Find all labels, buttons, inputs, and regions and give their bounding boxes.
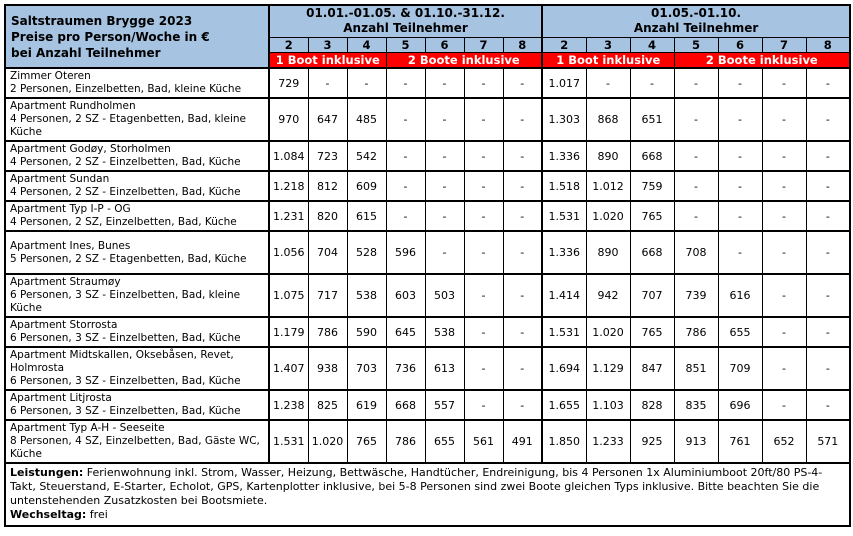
table-title [5,5,269,68]
price-cell: - [425,171,464,201]
participants-col-header: 6 [425,37,464,52]
price-cell: - [806,171,850,201]
price-cell: 590 [347,317,386,347]
participants-col-header: 5 [386,37,425,52]
price-cell: 1.020 [308,420,347,463]
participants-col-header: 3 [308,37,347,52]
season1-one-boat-band: 1 Boot inklusive [269,52,386,68]
price-cell: - [425,98,464,141]
price-cell: - [425,201,464,231]
price-cell: - [464,317,503,347]
price-cell: 1.179 [269,317,308,347]
price-table [4,4,851,527]
season2-period: 01.05.-01.10. [651,6,742,21]
title-line2: Preise pro Person/Woche in € [11,29,210,44]
price-cell: 596 [386,231,425,274]
table-row [5,390,850,420]
price-cell: - [762,317,806,347]
price-cell: 645 [386,317,425,347]
price-cell: 765 [630,201,674,231]
price-cell: - [806,141,850,171]
price-cell: 938 [308,347,347,390]
leistungen-text: Ferienwohnung inkl. Strom, Wasser, Heizung, Bettwäsche, Handtücher, Endreinigung, bis 4 Personen 1x Aluminiumboot 20ft/80 PS-4-Takt, Steuerstand, E-Starter, Echolot, GPS, Kartenplotter inklusive, bei 5-8 Personen sind zwei Boote gleichen Typs inklusive. Bitte beachten Sie die untenstehenden Zusatzkosten bei Bootsmiete. [10,466,823,507]
footer-note [5,463,850,526]
apartment-description: 6 Personen, 3 SZ - Einzelbetten, Bad, Küche [10,332,241,344]
apartment-cell [5,274,269,317]
season2-subtitle: Anzahl Teilnehmer [633,21,759,36]
price-cell: 616 [718,274,762,317]
price-cell: 651 [630,98,674,141]
apartment-description: 4 Personen, 2 SZ, Einzelbetten, Bad, Küche [10,216,237,228]
price-cell: 1.414 [542,274,586,317]
price-cell: 1.303 [542,98,586,141]
apartment-cell [5,420,269,463]
price-cell: 868 [586,98,630,141]
apartment-description: 4 Personen, 2 SZ - Einzelbetten, Bad, Küche [10,186,241,198]
price-cell: 647 [308,98,347,141]
apartment-cell [5,317,269,347]
price-cell: 528 [347,231,386,274]
price-cell: 1.218 [269,171,308,201]
season2-one-boat-band: 1 Boot inklusive [542,52,674,68]
price-cell: - [674,68,718,98]
price-cell: - [806,317,850,347]
wechseltag-label: Wechseltag: [10,508,87,521]
price-cell: - [386,201,425,231]
price-cell: - [386,68,425,98]
title-line1: Saltstraumen Brygge 2023 [11,13,193,28]
price-cell: 668 [386,390,425,420]
price-cell: 723 [308,141,347,171]
price-cell: 761 [718,420,762,463]
wechseltag-text: frei [86,508,108,521]
season1-subtitle: Anzahl Teilnehmer [343,21,468,36]
price-cell: - [503,68,542,98]
price-cell: 615 [347,201,386,231]
table-row [5,317,850,347]
price-cell: 717 [308,274,347,317]
apartment-description: 4 Personen, 2 SZ - Etagenbetten, Bad, kleine Küche [10,113,247,138]
price-cell: 613 [425,347,464,390]
price-cell: - [630,68,674,98]
price-cell: 542 [347,141,386,171]
price-cell: 538 [347,274,386,317]
price-cell: - [425,231,464,274]
participants-col-header: 4 [630,37,674,52]
apartment-name: Apartment Litjrosta [10,392,112,404]
participants-col-header: 8 [806,37,850,52]
price-cell: - [718,98,762,141]
apartment-cell [5,141,269,171]
table-row [5,141,850,171]
price-cell: 890 [586,141,630,171]
apartment-name: Apartment Sundan [10,173,110,185]
price-cell: 652 [762,420,806,463]
price-cell: - [806,68,850,98]
price-cell: - [806,274,850,317]
price-cell: - [806,98,850,141]
apartment-name: Apartment Storrosta [10,319,118,331]
price-cell: - [762,231,806,274]
price-cell: 1.407 [269,347,308,390]
season2-period-header [542,5,850,37]
apartment-cell [5,201,269,231]
price-cell: 942 [586,274,630,317]
price-cell: 970 [269,98,308,141]
price-cell: 503 [425,274,464,317]
price-cell: 765 [630,317,674,347]
apartment-cell [5,98,269,141]
price-cell: 708 [674,231,718,274]
season1-period: 01.01.-01.05. & 01.10.-31.12. [306,6,505,21]
participants-col-header: 6 [718,37,762,52]
price-cell: 668 [630,141,674,171]
price-cell: 1.056 [269,231,308,274]
price-cell: 1.129 [586,347,630,390]
price-cell: 1.020 [586,317,630,347]
price-cell: 668 [630,231,674,274]
price-cell: - [464,68,503,98]
price-cell: 571 [806,420,850,463]
price-cell: 759 [630,171,674,201]
participants-col-header: 3 [586,37,630,52]
price-cell: 765 [347,420,386,463]
price-cell: - [718,141,762,171]
price-cell: - [762,390,806,420]
price-cell: - [718,171,762,201]
price-cell: - [425,68,464,98]
price-cell: - [308,68,347,98]
table-row [5,171,850,201]
table-row [5,347,850,390]
footer-row [5,463,850,526]
price-cell: 847 [630,347,674,390]
price-cell: - [503,347,542,390]
price-cell: 1.084 [269,141,308,171]
price-cell: - [718,68,762,98]
price-cell: 538 [425,317,464,347]
price-cell: - [464,274,503,317]
apartment-name: Apartment Rundholmen [10,100,136,112]
table-row [5,98,850,141]
apartment-name: Apartment Straumøy [10,276,121,288]
apartment-name: Apartment Typ I-P - OG [10,203,131,215]
price-cell: - [718,231,762,274]
price-cell: 851 [674,347,718,390]
apartment-description: 6 Personen, 3 SZ - Einzelbetten, Bad, kleine Küche [10,289,241,314]
price-cell: 828 [630,390,674,420]
participants-col-header: 7 [762,37,806,52]
price-cell: - [503,390,542,420]
season1-two-boats-band: 2 Boote inklusive [386,52,542,68]
price-cell: 1.531 [542,201,586,231]
price-cell: 1.850 [542,420,586,463]
price-cell: 603 [386,274,425,317]
price-cell: 609 [347,171,386,201]
price-cell: 1.336 [542,231,586,274]
table-row [5,420,850,463]
wechseltag-line [10,508,845,522]
apartment-cell [5,171,269,201]
table-row [5,231,850,274]
apartment-name: Zimmer Oteren [10,70,91,82]
price-cell: 1.531 [542,317,586,347]
price-cell: - [762,141,806,171]
price-cell: 1.233 [586,420,630,463]
price-cell: 913 [674,420,718,463]
price-cell: - [503,274,542,317]
price-cell: 1.655 [542,390,586,420]
price-cell: - [674,201,718,231]
price-cell: 1.518 [542,171,586,201]
price-cell: 619 [347,390,386,420]
leistungen-line [10,466,845,508]
header-period-row [5,5,850,37]
price-cell: 491 [503,420,542,463]
price-cell: 1.694 [542,347,586,390]
price-cell: 1.020 [586,201,630,231]
price-cell: - [464,390,503,420]
price-cell: 786 [674,317,718,347]
price-cell: - [386,171,425,201]
price-cell: - [503,141,542,171]
price-cell: - [464,141,503,171]
price-cell: 736 [386,347,425,390]
price-cell: 485 [347,98,386,141]
price-cell: 704 [308,231,347,274]
price-cell: - [762,274,806,317]
price-cell: 1.336 [542,141,586,171]
apartment-name: Apartment Midtskallen, Oksebåsen, Revet, Holmrosta [10,349,234,374]
participants-col-header: 4 [347,37,386,52]
price-cell: - [503,171,542,201]
price-cell: 703 [347,347,386,390]
price-cell: 1.017 [542,68,586,98]
price-cell: - [762,201,806,231]
apartment-name: Apartment Godøy, Storholmen [10,143,171,155]
price-cell: 786 [386,420,425,463]
price-cell: - [674,141,718,171]
price-cell: - [503,317,542,347]
participants-col-header: 2 [542,37,586,52]
price-cell: 729 [269,68,308,98]
season2-two-boats-band: 2 Boote inklusive [674,52,850,68]
participants-col-header: 2 [269,37,308,52]
apartment-cell [5,347,269,390]
price-cell: - [806,390,850,420]
price-cell: 557 [425,390,464,420]
apartment-cell [5,231,269,274]
price-cell: 709 [718,347,762,390]
price-cell: - [464,347,503,390]
price-cell: 1.238 [269,390,308,420]
price-cell: - [464,171,503,201]
price-cell: - [464,231,503,274]
apartment-description: 6 Personen, 3 SZ - Einzelbetten, Bad, Küche [10,405,241,417]
price-cell: - [425,141,464,171]
price-cell: 820 [308,201,347,231]
price-cell: 696 [718,390,762,420]
apartment-name: Apartment Typ A-H - Seeseite [10,422,165,434]
price-cell: 786 [308,317,347,347]
price-cell: 890 [586,231,630,274]
price-cell: 655 [425,420,464,463]
price-cell: - [347,68,386,98]
price-cell: 707 [630,274,674,317]
title-line3: bei Anzahl Teilnehmer [11,45,161,60]
table-row [5,201,850,231]
participants-col-header: 7 [464,37,503,52]
price-cell: 1.103 [586,390,630,420]
price-cell: 1.531 [269,420,308,463]
price-cell: - [718,201,762,231]
apartment-description: 4 Personen, 2 SZ - Einzelbetten, Bad, Küche [10,156,241,168]
table-row [5,274,850,317]
price-cell: 1.012 [586,171,630,201]
price-cell: - [762,347,806,390]
price-cell: - [464,98,503,141]
price-cell: - [386,141,425,171]
apartment-description: 2 Personen, Einzelbetten, Bad, kleine Küche [10,83,242,95]
price-cell: - [762,98,806,141]
apartment-cell [5,390,269,420]
price-cell: 739 [674,274,718,317]
apartment-description: 6 Personen, 3 SZ - Einzelbetten, Bad, Küche [10,375,241,387]
apartment-cell [5,68,269,98]
price-cell: 925 [630,420,674,463]
price-cell: 561 [464,420,503,463]
price-cell: - [503,98,542,141]
price-cell: 1.075 [269,274,308,317]
price-cell: - [464,201,503,231]
participants-col-header: 8 [503,37,542,52]
price-cell: - [806,347,850,390]
price-cell: - [503,231,542,274]
table-row [5,68,850,98]
leistungen-label: Leistungen: [10,466,84,479]
price-cell: - [806,201,850,231]
apartment-name: Apartment Ines, Bunes [10,239,131,252]
apartment-description: 8 Personen, 4 SZ, Einzelbetten, Bad, Gäste WC, Küche [10,435,260,460]
apartment-description: 5 Personen, 2 SZ - Etagenbetten, Bad, Küche [10,252,247,265]
price-cell: - [386,98,425,141]
price-cell: 825 [308,390,347,420]
price-cell: - [503,201,542,231]
price-cell: 812 [308,171,347,201]
price-cell: 655 [718,317,762,347]
price-cell: - [806,231,850,274]
season1-period-header [269,5,542,37]
price-cell: - [762,171,806,201]
price-cell: - [762,68,806,98]
price-cell: - [674,98,718,141]
price-cell: 835 [674,390,718,420]
price-cell: 1.231 [269,201,308,231]
price-cell: - [586,68,630,98]
price-cell: - [674,171,718,201]
participants-col-header: 5 [674,37,718,52]
